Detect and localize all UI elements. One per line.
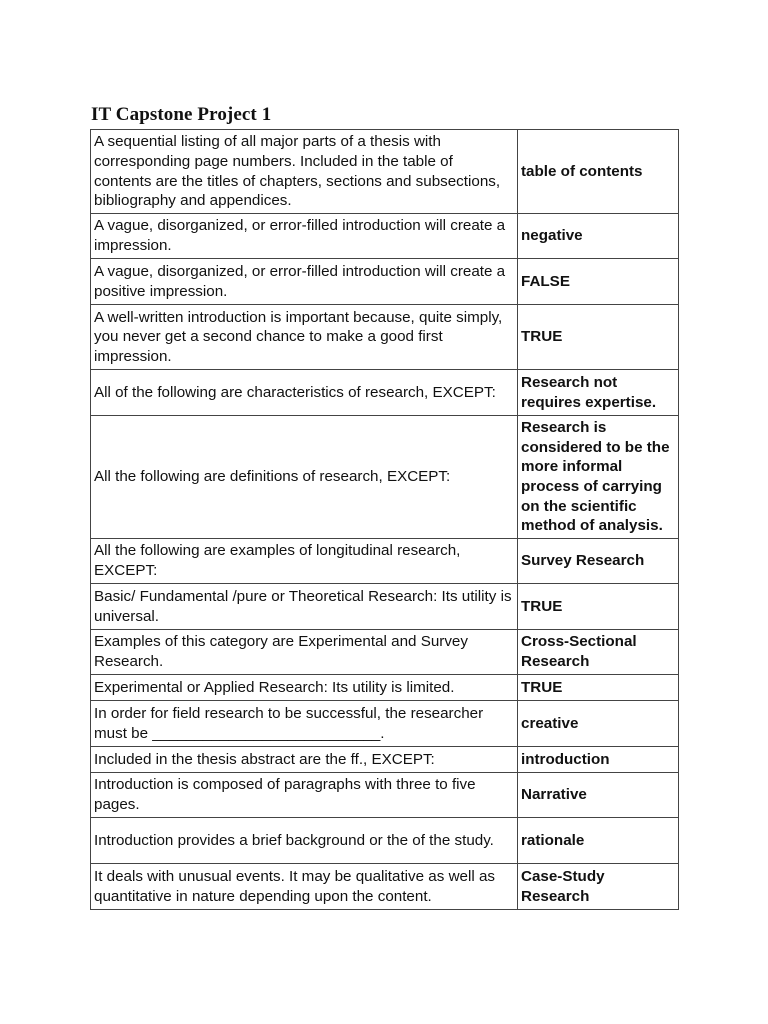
question-cell: Examples of this category are Experimental and Survey Research. [91, 630, 518, 675]
question-cell: Introduction is composed of paragraphs with three to five pages. [91, 773, 518, 818]
table-row [91, 818, 679, 864]
answer-cell: Research is considered to be the more informal process of carrying on the scientific method of analysis. [518, 416, 679, 539]
table-row [91, 584, 679, 630]
table-row [91, 864, 679, 910]
table-row [91, 773, 679, 818]
answer-cell: creative [518, 701, 679, 747]
question-cell: A sequential listing of all major parts of a thesis with corresponding page numbers. Included in the table of contents are the titles of chapters, sections and subsections, bibliography and appendices. [91, 130, 518, 214]
question-cell: Included in the thesis abstract are the ff., EXCEPT: [91, 747, 518, 773]
answer-cell: Survey Research [518, 539, 679, 584]
question-cell: A vague, disorganized, or error-filled introduction will create a impression. [91, 214, 518, 259]
answer-cell: table of contents [518, 130, 679, 214]
question-cell: All the following are examples of longitudinal research, EXCEPT: [91, 539, 518, 584]
table-row [91, 130, 679, 214]
question-cell: Introduction provides a brief background or the of the study. [91, 818, 518, 864]
question-cell: Basic/ Fundamental /pure or Theoretical Research: Its utility is universal. [91, 584, 518, 630]
document-title: IT Capstone Project 1 [91, 104, 272, 125]
answer-cell: Narrative [518, 773, 679, 818]
table-row [91, 370, 679, 416]
table-row [91, 305, 679, 370]
table-row [91, 630, 679, 675]
question-cell: A well-written introduction is important because, quite simply, you never get a second chance to make a good first impression. [91, 305, 518, 370]
answer-cell: Cross-Sectional Research [518, 630, 679, 675]
answer-cell: TRUE [518, 675, 679, 701]
table-row [91, 539, 679, 584]
answer-cell: Research not requires expertise. [518, 370, 679, 416]
table-row [91, 675, 679, 701]
question-cell: All of the following are characteristics of research, EXCEPT: [91, 370, 518, 416]
answer-cell: introduction [518, 747, 679, 773]
table-body [91, 130, 679, 910]
question-cell: All the following are definitions of research, EXCEPT: [91, 416, 518, 539]
question-cell: A vague, disorganized, or error-filled introduction will create a positive impression. [91, 259, 518, 305]
table-row [91, 214, 679, 259]
table-row [91, 747, 679, 773]
table-row [91, 701, 679, 747]
question-cell: Experimental or Applied Research: Its utility is limited. [91, 675, 518, 701]
answer-cell: TRUE [518, 305, 679, 370]
answer-cell: TRUE [518, 584, 679, 630]
answer-cell: negative [518, 214, 679, 259]
table-row [91, 259, 679, 305]
question-answer-table [90, 129, 679, 910]
question-cell: It deals with unusual events. It may be qualitative as well as quantitative in nature depending upon the content. [91, 864, 518, 910]
answer-cell: rationale [518, 818, 679, 864]
answer-cell: Case-Study Research [518, 864, 679, 910]
answer-cell: FALSE [518, 259, 679, 305]
table-row [91, 416, 679, 539]
question-cell: In order for field research to be successful, the researcher must be ___________________________. [91, 701, 518, 747]
